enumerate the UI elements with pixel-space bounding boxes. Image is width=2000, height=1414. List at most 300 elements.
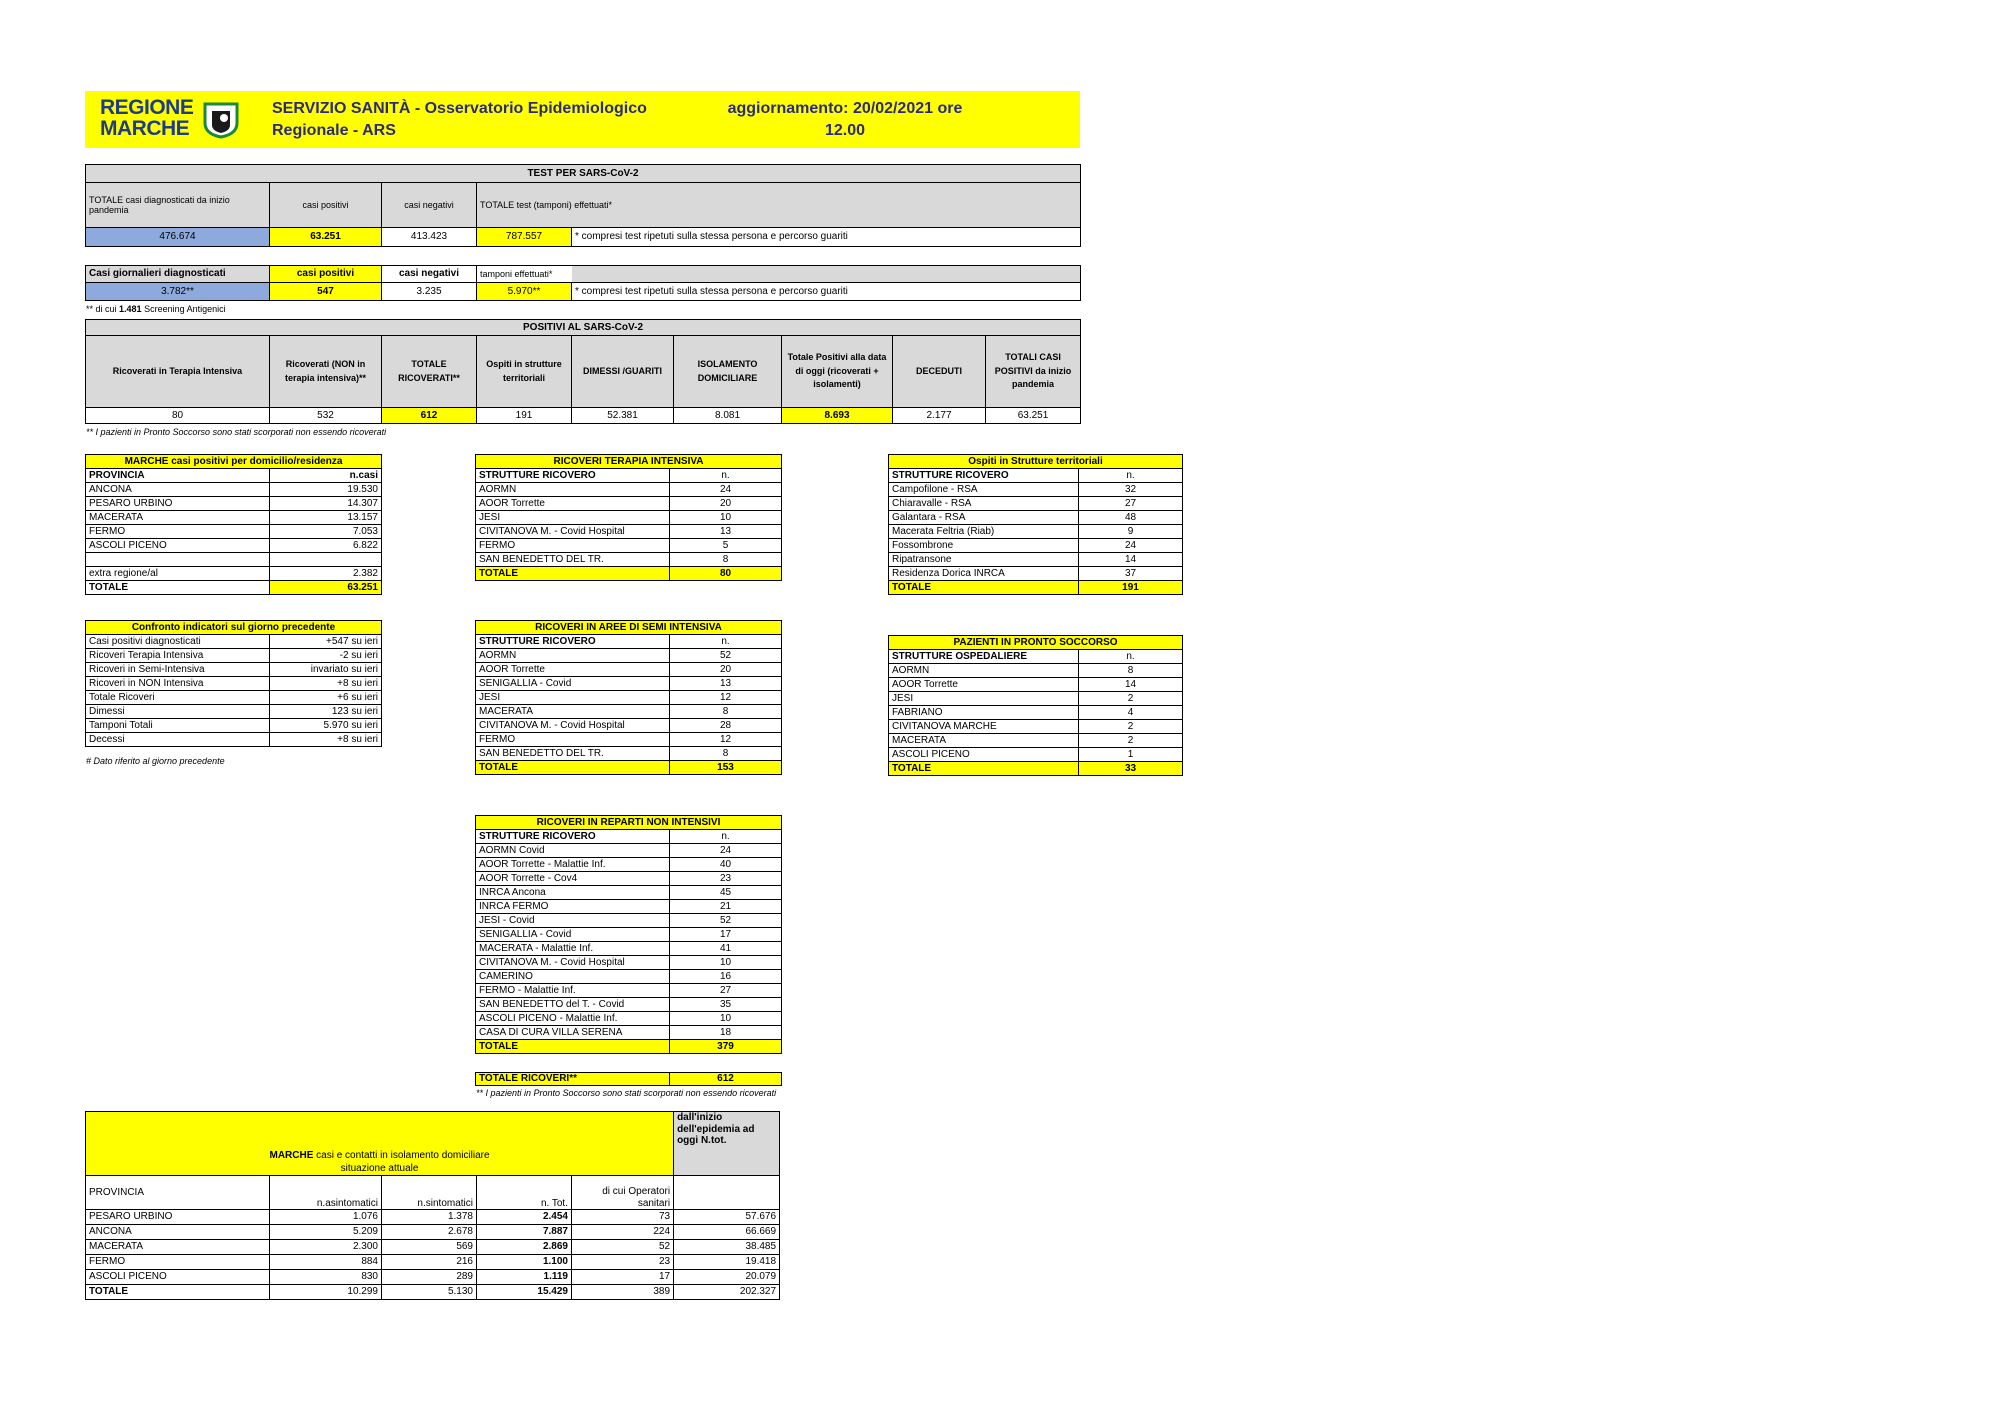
row-label: AORMN Covid [476, 844, 670, 858]
row-value: 19.530 [270, 483, 382, 497]
iso-provincia: TOTALE [86, 1285, 270, 1300]
table-row [476, 914, 782, 928]
row-label: AOOR Torrette [476, 663, 670, 677]
intensiva-table [475, 454, 782, 581]
row-value: 13 [670, 677, 782, 691]
row-label: CIVITANOVA M. - Covid Hospital [476, 525, 670, 539]
iso-asintomatici: 10.299 [270, 1285, 382, 1300]
table-row [476, 858, 782, 872]
confronto-note: # Dato riferito al giorno precedente [86, 756, 225, 766]
table-title: RICOVERI TERAPIA INTENSIVA [476, 455, 782, 469]
row-label: SENIGALLIA - Covid [476, 677, 670, 691]
row-value: 48 [1079, 511, 1183, 525]
positivi-value: 612 [382, 408, 477, 424]
row-value: 41 [670, 942, 782, 956]
row-label: Ricoveri in Semi-Intensiva [86, 663, 270, 677]
update-timestamp [710, 98, 980, 142]
iso-provincia: MACERATA [86, 1240, 270, 1255]
table-row [889, 692, 1183, 706]
positivi-col-header: Totale Positivi alla data di oggi (ricoverati + isolamenti) [782, 336, 893, 408]
row-value: 7.053 [270, 525, 382, 539]
confronto-table [85, 620, 382, 747]
row-label: AOOR Torrette - Malattie Inf. [476, 858, 670, 872]
antigen-footnote [86, 304, 226, 314]
row-label: MACERATA [889, 734, 1079, 748]
row-label: FERMO [476, 733, 670, 747]
row-label: Residenza Dorica INRCA [889, 567, 1079, 581]
table-row [86, 567, 382, 581]
total-row [476, 761, 782, 775]
iso-totale: 1.119 [477, 1270, 572, 1285]
antigen-footnote-value: 1.481 [119, 304, 142, 314]
table-title: RICOVERI IN AREE DI SEMI INTENSIVA [476, 621, 782, 635]
row-label: ANCONA [86, 483, 270, 497]
daily-val-neg: 3.235 [382, 283, 477, 301]
positivi-col-header: ISOLAMENTO DOMICILIARE [674, 336, 782, 408]
row-label: FERMO - Malattie Inf. [476, 984, 670, 998]
iso-sintomatici: 216 [382, 1255, 477, 1270]
table-row [476, 649, 782, 663]
row-value: 8 [670, 705, 782, 719]
column-header-row [889, 650, 1183, 664]
row-value: 8 [1079, 664, 1183, 678]
row-label: CAMERINO [476, 970, 670, 984]
row-label: AOOR Torrette [476, 497, 670, 511]
antigen-footnote-suffix: Screening Antigenici [144, 304, 226, 314]
table-row [889, 525, 1183, 539]
positivi-col-header: Ospiti in strutture territoriali [477, 336, 572, 408]
positivi-value: 63.251 [986, 408, 1081, 424]
positivi-value: 532 [270, 408, 382, 424]
table-title: Confronto indicatori sul giorno precedente [86, 621, 382, 635]
isolamento-table [85, 1111, 780, 1300]
iso-provincia: FERMO [86, 1255, 270, 1270]
row-label: Chiaravalle - RSA [889, 497, 1079, 511]
semi-intensiva-table [475, 620, 782, 775]
column-header-row [476, 469, 782, 483]
total-label: TOTALE [476, 567, 670, 581]
row-label: FABRIANO [889, 706, 1079, 720]
daily-blank [572, 266, 1081, 283]
row-value: 14 [1079, 678, 1183, 692]
table-row [476, 677, 782, 691]
table-row [86, 539, 382, 553]
row-value: -2 su ieri [270, 649, 382, 663]
iso-col-operatori: di cui Operatori sanitari [572, 1176, 674, 1210]
row-label: Ripatransone [889, 553, 1079, 567]
iso-provincia: ASCOLI PICENO [86, 1270, 270, 1285]
row-label: AORMN [476, 483, 670, 497]
table-row [86, 663, 382, 677]
row-label: FERMO [86, 525, 270, 539]
row-value: 16 [670, 970, 782, 984]
row-label: SAN BENEDETTO DEL TR. [476, 553, 670, 567]
table-title: PAZIENTI IN PRONTO SOCCORSO [889, 636, 1183, 650]
iso-provincia: ANCONA [86, 1225, 270, 1240]
row-label: Totale Ricoveri [86, 691, 270, 705]
total-row [86, 1285, 780, 1300]
column-header: n. [1079, 650, 1183, 664]
total-value: 153 [670, 761, 782, 775]
row-label: JESI - Covid [476, 914, 670, 928]
table-row [476, 1026, 782, 1040]
positivi-col-header: DECEDUTI [893, 336, 986, 408]
iso-ntot: 20.079 [674, 1270, 780, 1285]
isolamento-title-rest: casi e contatti in isolamento domiciliare [316, 1150, 490, 1161]
non-intensivi-table [475, 815, 782, 1054]
table-row [86, 733, 382, 747]
total-label: TOTALE [476, 1040, 670, 1054]
table-row [889, 720, 1183, 734]
daily-val-pos: 547 [270, 283, 382, 301]
row-value: 24 [670, 844, 782, 858]
column-header-row [889, 469, 1183, 483]
column-header: n. [670, 830, 782, 844]
table-row [889, 706, 1183, 720]
iso-ntot: 19.418 [674, 1255, 780, 1270]
row-label: CASA DI CURA VILLA SERENA [476, 1026, 670, 1040]
daily-col-tamponi: tamponi effettuati* [477, 266, 572, 283]
row-value: 8 [670, 747, 782, 761]
iso-provincia: PESARO URBINO [86, 1210, 270, 1225]
row-label: AOOR Torrette - Cov4 [476, 872, 670, 886]
column-header: STRUTTURE RICOVERO [889, 469, 1079, 483]
row-value: 10 [670, 1012, 782, 1026]
column-header: n. [1079, 469, 1183, 483]
daily-val-total: 3.782** [86, 283, 270, 301]
table-row [476, 553, 782, 567]
row-value: 13.157 [270, 511, 382, 525]
row-label: AORMN [476, 649, 670, 663]
totale-ricoveri-table [475, 1072, 782, 1086]
positivi-table [85, 319, 1081, 424]
row-label: INRCA FERMO [476, 900, 670, 914]
pronto-soccorso-table [888, 635, 1183, 776]
table-row [476, 691, 782, 705]
table-row [889, 497, 1183, 511]
table-header-row [889, 455, 1183, 469]
total-label: TOTALE [889, 762, 1079, 776]
table-row [476, 886, 782, 900]
row-label: Campofilone - RSA [889, 483, 1079, 497]
positivi-col-header: TOTALI CASI POSITIVI da inizio pandemia [986, 336, 1081, 408]
positivi-values-row [86, 408, 1081, 424]
table-row [476, 719, 782, 733]
test-val-total: 476.674 [86, 228, 270, 247]
row-label: JESI [476, 691, 670, 705]
column-header: STRUTTURE RICOVERO [476, 830, 670, 844]
table-title: RICOVERI IN REPARTI NON INTENSIVI [476, 816, 782, 830]
total-value: 191 [1079, 581, 1183, 595]
row-label: Decessi [86, 733, 270, 747]
positivi-col-header: DIMESSI /GUARITI [572, 336, 674, 408]
isolamento-body [86, 1210, 780, 1300]
positivi-value: 2.177 [893, 408, 986, 424]
row-label: Galantara - RSA [889, 511, 1079, 525]
daily-col-neg: casi negativi [382, 266, 477, 283]
row-label: CIVITANOVA M. - Covid Hospital [476, 956, 670, 970]
test-note: * compresi test ripetuti sulla stessa persona e percorso guariti [572, 228, 1081, 247]
total-value: 33 [1079, 762, 1183, 776]
column-header: n. [670, 635, 782, 649]
table-row [476, 942, 782, 956]
isolamento-side-header: dall'inizio dell'epidemia ad oggi N.tot. [674, 1112, 780, 1176]
daily-label: Casi giornalieri diagnosticati [86, 266, 270, 283]
table-row [86, 719, 382, 733]
row-value: +8 su ieri [270, 733, 382, 747]
table-row [86, 553, 382, 567]
row-label: CIVITANOVA MARCHE [889, 720, 1079, 734]
table-row [476, 900, 782, 914]
table-row [86, 1255, 780, 1270]
row-value: 8 [670, 553, 782, 567]
row-value: 12 [670, 733, 782, 747]
iso-col-asint: n.asintomatici [270, 1176, 382, 1210]
positivi-header-row [86, 336, 1081, 408]
antigen-footnote-prefix: ** di cui [86, 304, 117, 314]
total-row [889, 762, 1183, 776]
row-value: 27 [670, 984, 782, 998]
row-label [86, 553, 270, 567]
iso-operatori: 73 [572, 1210, 674, 1225]
total-row [86, 581, 382, 595]
row-value: 2 [1079, 692, 1183, 706]
row-value: 10 [670, 956, 782, 970]
row-value: 17 [670, 928, 782, 942]
positivi-value: 80 [86, 408, 270, 424]
iso-sintomatici: 5.130 [382, 1285, 477, 1300]
table-row [889, 511, 1183, 525]
iso-totale: 1.100 [477, 1255, 572, 1270]
test-val-tamponi: 787.557 [477, 228, 572, 247]
logo-line2: MARCHE [100, 117, 190, 140]
row-value: 20 [670, 497, 782, 511]
table-row [889, 734, 1183, 748]
positivi-header: POSITIVI AL SARS-CoV-2 [86, 320, 1081, 336]
test-col-neg: casi negativi [382, 183, 477, 228]
table-row [476, 705, 782, 719]
table-row [86, 1225, 780, 1240]
row-value: 20 [670, 663, 782, 677]
row-value: 35 [670, 998, 782, 1012]
row-value: 123 su ieri [270, 705, 382, 719]
isolamento-title-bold: MARCHE [269, 1150, 314, 1161]
test-header: TEST PER SARS-CoV-2 [86, 165, 1081, 183]
table-title: MARCHE casi positivi per domicilio/residenza [86, 455, 382, 469]
table-row [86, 635, 382, 649]
row-value: 40 [670, 858, 782, 872]
positivi-note: ** I pazienti in Pronto Soccorso sono stati scorporati non essendo ricoverati [86, 427, 387, 437]
table-row [476, 483, 782, 497]
row-label: MACERATA - Malattie Inf. [476, 942, 670, 956]
table-row [86, 511, 382, 525]
row-label: MACERATA [86, 511, 270, 525]
test-col-total: TOTALE casi diagnosticati da inizio pandemia [86, 183, 270, 228]
table-row [86, 677, 382, 691]
iso-operatori: 23 [572, 1255, 674, 1270]
iso-totale: 15.429 [477, 1285, 572, 1300]
totale-ricoveri-value: 612 [670, 1073, 782, 1086]
table-row [476, 511, 782, 525]
row-label: MACERATA [476, 705, 670, 719]
row-label: AOOR Torrette [889, 678, 1079, 692]
table-row [476, 998, 782, 1012]
row-label: ASCOLI PICENO - Malattie Inf. [476, 1012, 670, 1026]
row-value: 2 [1079, 720, 1183, 734]
row-value: 27 [1079, 497, 1183, 511]
total-value: 379 [670, 1040, 782, 1054]
row-value: 21 [670, 900, 782, 914]
column-header: STRUTTURE RICOVERO [476, 635, 670, 649]
daily-note: * compresi test ripetuti sulla stessa persona e percorso guariti [572, 283, 1081, 301]
table-header-row [86, 455, 382, 469]
table-row [476, 539, 782, 553]
table-row [889, 539, 1183, 553]
iso-sintomatici: 2.678 [382, 1225, 477, 1240]
table-row [476, 928, 782, 942]
table-row [476, 747, 782, 761]
row-label: CIVITANOVA M. - Covid Hospital [476, 719, 670, 733]
row-value: +547 su ieri [270, 635, 382, 649]
table-header-row [476, 455, 782, 469]
iso-operatori: 17 [572, 1270, 674, 1285]
row-label: Ricoveri in NON Intensiva [86, 677, 270, 691]
row-value: 4 [1079, 706, 1183, 720]
iso-asintomatici: 830 [270, 1270, 382, 1285]
table-row [889, 664, 1183, 678]
row-label: ASCOLI PICENO [86, 539, 270, 553]
table-row [86, 1270, 780, 1285]
table-header-row [476, 621, 782, 635]
positivi-value: 191 [477, 408, 572, 424]
isolamento-title [86, 1112, 674, 1162]
row-label: Casi positivi diagnosticati [86, 635, 270, 649]
territoriali-table [888, 454, 1183, 595]
row-value: 5 [670, 539, 782, 553]
row-label: JESI [476, 511, 670, 525]
iso-totale: 2.454 [477, 1210, 572, 1225]
row-label: AORMN [889, 664, 1079, 678]
iso-asintomatici: 5.209 [270, 1225, 382, 1240]
row-value: 32 [1079, 483, 1183, 497]
row-value: 10 [670, 511, 782, 525]
row-label: INRCA Ancona [476, 886, 670, 900]
table-row [476, 1012, 782, 1026]
table-header-row [86, 621, 382, 635]
update-line2: 12.00 [824, 122, 866, 139]
test-val-pos: 63.251 [270, 228, 382, 247]
test-val-neg: 413.423 [382, 228, 477, 247]
row-label: SAN BENEDETTO DEL TR. [476, 747, 670, 761]
row-value: 5.970 su ieri [270, 719, 382, 733]
total-label: TOTALE [889, 581, 1079, 595]
row-value [270, 553, 382, 567]
row-label: Fossombrone [889, 539, 1079, 553]
row-label: extra regione/al [86, 567, 270, 581]
row-value: 14.307 [270, 497, 382, 511]
row-value: 24 [1079, 539, 1183, 553]
update-line1: aggiornamento: 20/02/2021 ore [727, 100, 963, 117]
isolamento-subtitle: situazione attuale [86, 1162, 674, 1176]
row-value: 14 [1079, 553, 1183, 567]
iso-operatori: 224 [572, 1225, 674, 1240]
iso-totale: 7.887 [477, 1225, 572, 1240]
iso-asintomatici: 1.076 [270, 1210, 382, 1225]
column-header-row [86, 469, 382, 483]
total-label: TOTALE [86, 581, 270, 595]
total-label: TOTALE [476, 761, 670, 775]
row-value: 1 [1079, 748, 1183, 762]
table-row [889, 483, 1183, 497]
iso-col-blank [674, 1176, 780, 1210]
column-header-row [476, 830, 782, 844]
table-row [476, 497, 782, 511]
banner-title [272, 98, 647, 142]
row-value: 52 [670, 914, 782, 928]
row-value: 13 [670, 525, 782, 539]
logo-line1: REGIONE [100, 96, 194, 119]
positivi-value: 8.081 [674, 408, 782, 424]
iso-sintomatici: 569 [382, 1240, 477, 1255]
iso-sintomatici: 289 [382, 1270, 477, 1285]
row-value: 2.382 [270, 567, 382, 581]
table-row [476, 984, 782, 998]
table-row [889, 678, 1183, 692]
column-header: n.casi [270, 469, 382, 483]
totale-ricoveri-label: TOTALE RICOVERI** [476, 1073, 670, 1086]
table-row [889, 567, 1183, 581]
positivi-col-header: TOTALE RICOVERATI** [382, 336, 477, 408]
total-value: 80 [670, 567, 782, 581]
row-value: 23 [670, 872, 782, 886]
table-row [476, 956, 782, 970]
total-value: 63.251 [270, 581, 382, 595]
table-row [86, 483, 382, 497]
total-row [889, 581, 1183, 595]
banner-title-line2: Regionale - ARS [272, 122, 396, 139]
table-row [476, 525, 782, 539]
table-row [476, 733, 782, 747]
row-value: +6 su ieri [270, 691, 382, 705]
total-row [476, 1040, 782, 1054]
row-label: PESARO URBINO [86, 497, 270, 511]
table-row [86, 691, 382, 705]
test-col-tamponi: TOTALE test (tamponi) effettuati* [477, 183, 1081, 228]
iso-col-sint: n.sintomatici [382, 1176, 477, 1210]
row-value: invariato su ieri [270, 663, 382, 677]
row-label: SENIGALLIA - Covid [476, 928, 670, 942]
row-value: 2 [1079, 734, 1183, 748]
iso-ntot: 66.669 [674, 1225, 780, 1240]
table-row [86, 525, 382, 539]
shield-icon [202, 101, 240, 139]
daily-table [85, 265, 1081, 301]
table-row [86, 705, 382, 719]
row-label: FERMO [476, 539, 670, 553]
row-label: Macerata Feltria (Riab) [889, 525, 1079, 539]
daily-col-pos: casi positivi [270, 266, 382, 283]
column-header-row [476, 635, 782, 649]
row-label: Tamponi Totali [86, 719, 270, 733]
column-header: PROVINCIA [86, 469, 270, 483]
daily-val-tamponi: 5.970** [477, 283, 572, 301]
table-header-row [476, 816, 782, 830]
nonint-note: ** I pazienti in Pronto Soccorso sono stati scorporati non essendo ricoverati [476, 1088, 777, 1098]
iso-ntot: 38.485 [674, 1240, 780, 1255]
positivi-value: 8.693 [782, 408, 893, 424]
row-label: JESI [889, 692, 1079, 706]
iso-operatori: 52 [572, 1240, 674, 1255]
